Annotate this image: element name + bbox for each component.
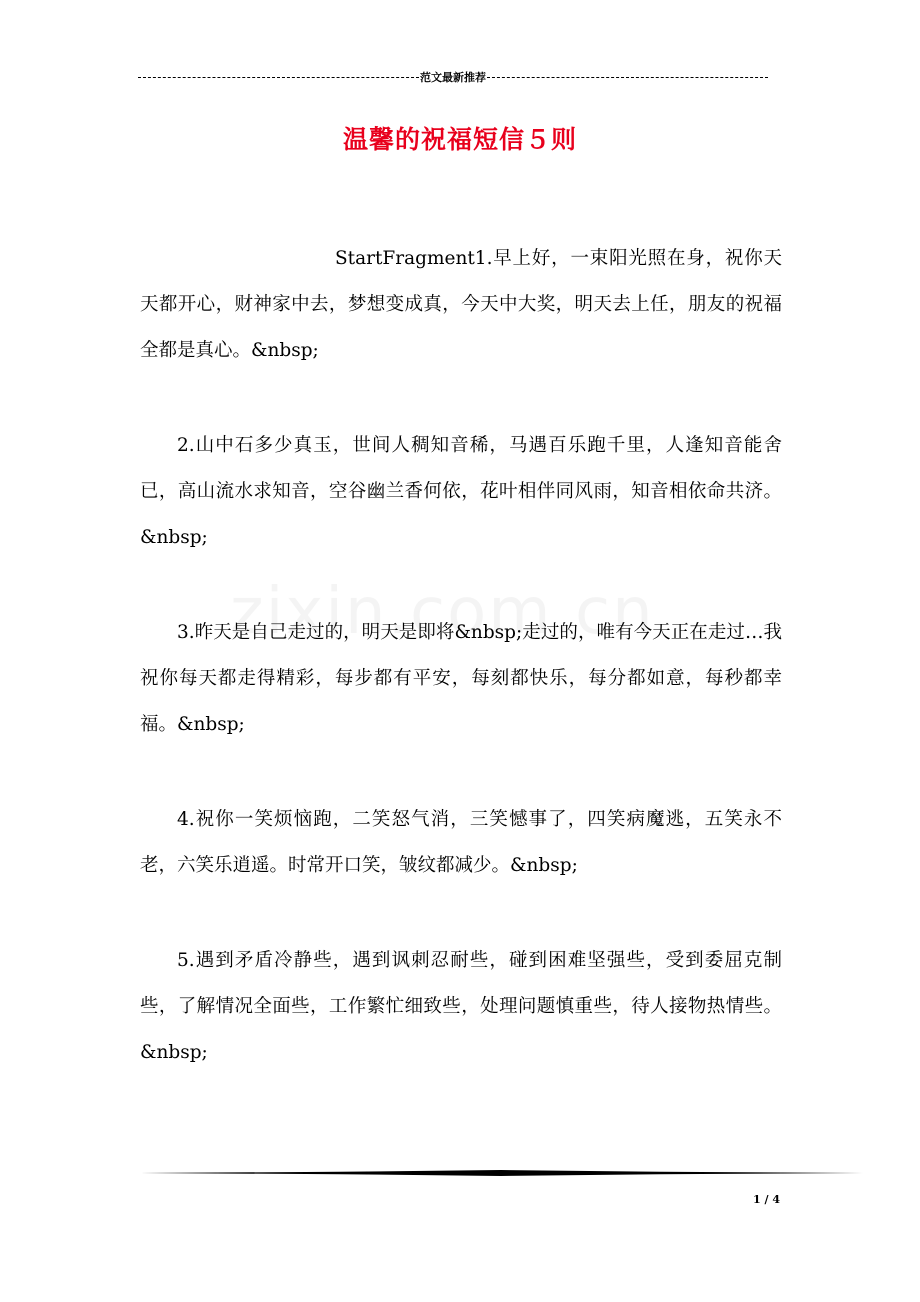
page-header [138, 69, 768, 85]
document-body [140, 236, 782, 1125]
paragraph-3: 3.昨天是自己走过的，明天是即将&nbsp;走过的，唯有今天正在走过…我祝你每天都走得精彩，每步都有平安，每刻都快乐，每分都如意，每秒都幸福。&nbsp; [140, 622, 782, 735]
document-title: 温馨的祝福短信５则 [342, 125, 577, 154]
page-number: 1 / 4 [753, 1193, 780, 1206]
header-dash-left [138, 77, 419, 78]
paragraph-2: 2.山中石多少真玉，世间人稠知音稀，马遇百乐跑千里，人逢知音能舍已，高山流水求知音，空谷幽兰香何依，花叶相伴同风雨，知音相依命共济。&nbsp; [140, 435, 782, 548]
paragraph-4: 4.祝你一笑烦恼跑，二笑怒气消，三笑憾事了，四笑病魔逃，五笑永不老，六笑乐逍遥。时常开口笑，皱纹都减少。&nbsp; [140, 809, 782, 876]
header-dash-right [487, 77, 768, 78]
footer-divider [140, 1167, 863, 1179]
paragraph-5: 5.遇到矛盾冷静些，遇到讽刺忍耐些，碰到困难坚强些，受到委屈克制些，了解情况全面些，工作繁忙细致些，处理问题慎重些，待人接物热情些。&nbsp; [140, 950, 782, 1063]
paragraph-1: StartFragment1.早上好，一束阳光照在身，祝你天天都开心，财神家中去，梦想变成真，今天中大奖，明天去上任，朋友的祝福全都是真心。&nbsp; [140, 248, 782, 361]
header-text: 范文最新推荐 [420, 71, 486, 84]
